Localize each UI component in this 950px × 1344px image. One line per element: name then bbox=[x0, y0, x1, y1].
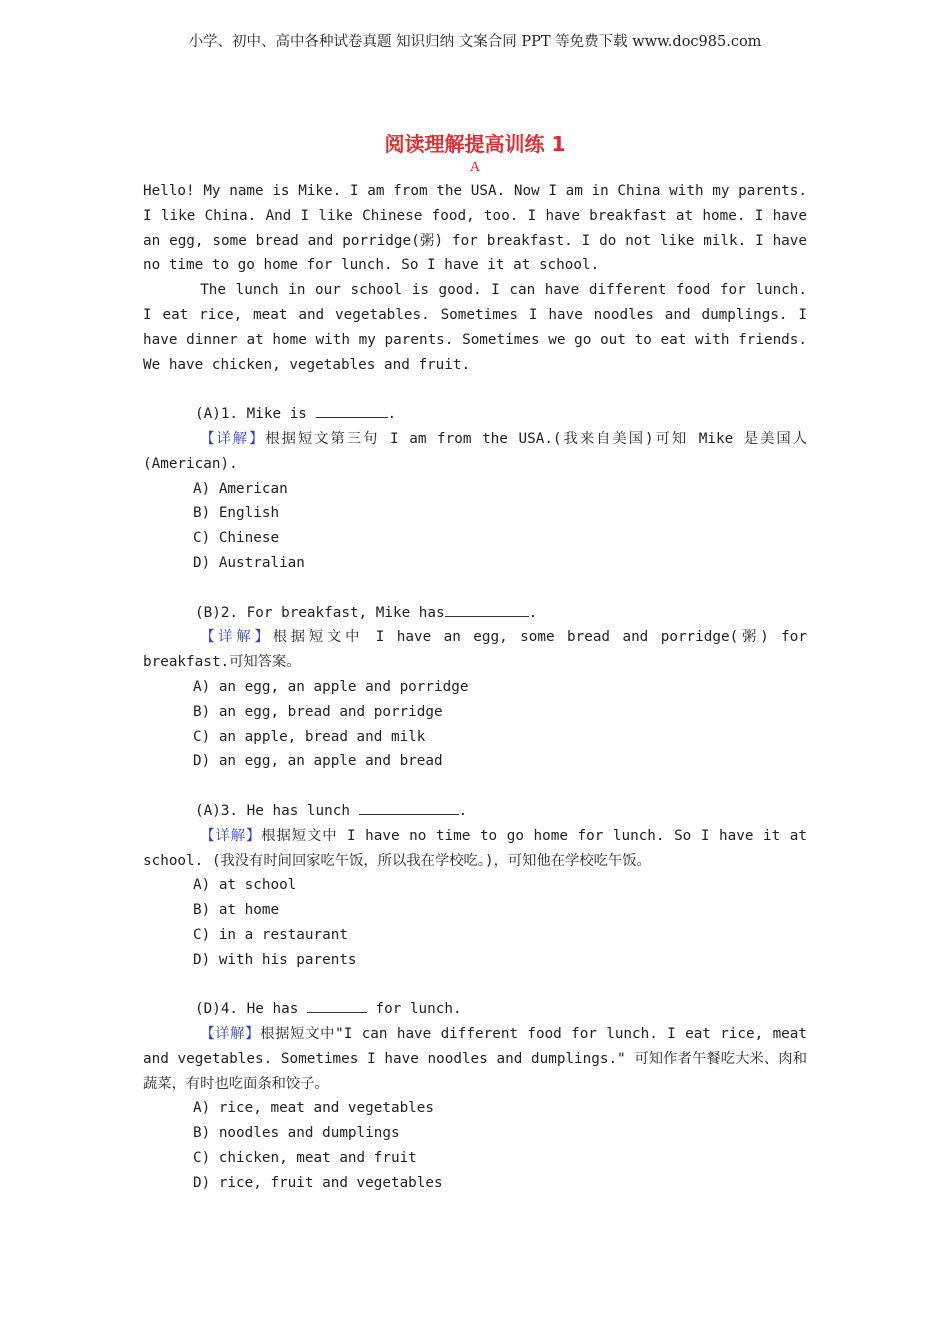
option-b: B) at home bbox=[193, 902, 280, 919]
answer-blank bbox=[307, 998, 367, 1013]
question-stem bbox=[143, 799, 807, 824]
explain-tag: 【详解】 bbox=[200, 827, 262, 844]
explanation bbox=[143, 427, 807, 477]
option-b: B) an egg, bread and porridge bbox=[193, 703, 443, 720]
option-a: A) rice, meat and vegetables bbox=[193, 1100, 435, 1117]
question-stem bbox=[143, 601, 807, 626]
answer-blank bbox=[316, 403, 388, 418]
option-d: D) Australian bbox=[193, 554, 305, 571]
question-2 bbox=[143, 601, 807, 775]
stem-text: 1. Mike is bbox=[220, 406, 307, 423]
option-c: C) Chinese bbox=[193, 530, 280, 547]
answer-key: (A) bbox=[195, 802, 221, 819]
stem-text: 3. He has lunch bbox=[220, 802, 350, 819]
option-c: C) in a restaurant bbox=[193, 926, 348, 943]
explanation-text: 根据短文中"I can have different food for lunch. I eat rice, meat and vegetables. Sometimes I have noodles and dumplings." 可知作者午餐吃大米、肉和蔬菜，有时也吃面条和饺子。 bbox=[143, 1026, 807, 1092]
stem-end: . bbox=[458, 802, 468, 819]
explanation-text: 根据短文中 I have an egg, some bread and porridge(粥) for breakfast.可知答案。 bbox=[143, 629, 808, 671]
question-4 bbox=[143, 997, 807, 1195]
passage-paragraph-2: The lunch in our school is good. I can have different food for lunch. I eat rice, meat and vegetables. Sometimes I have noodles and dumplings. I have dinner at home with my parents. Sometimes we go out to eat with friends. We have chicken, vegetables and fruit. bbox=[143, 282, 807, 373]
page-header: 小学、初中、高中各种试卷真题 知识归纳 文案合同 PPT 等免费下载 www.doc985.com bbox=[188, 34, 762, 50]
stem-end: . bbox=[528, 604, 538, 621]
stem-end: for lunch. bbox=[375, 1001, 462, 1018]
option-a: A) an egg, an apple and porridge bbox=[193, 678, 469, 695]
option-d: D) rice, fruit and vegetables bbox=[193, 1174, 443, 1191]
explain-tag: 【详解】 bbox=[200, 629, 273, 646]
option-c: C) chicken, meat and fruit bbox=[193, 1150, 417, 1167]
explain-tag: 【详解】 bbox=[200, 430, 266, 447]
explanation-text: 根据短文第三句 I am from the USA.(我来自美国)可知 Mike 是美国人(American). bbox=[143, 430, 807, 472]
option-c: C) an apple, bread and milk bbox=[193, 728, 426, 745]
explanation bbox=[143, 1022, 807, 1096]
stem-text: 4. He has bbox=[220, 1001, 299, 1018]
page-title: 阅读理解提高训练 1 bbox=[384, 132, 566, 156]
answer-key: (D) bbox=[195, 1001, 221, 1018]
question-3 bbox=[143, 799, 807, 973]
option-d: D) with his parents bbox=[193, 951, 357, 968]
explain-tag: 【详解】 bbox=[200, 1026, 261, 1043]
option-b: B) English bbox=[193, 505, 280, 522]
answer-blank bbox=[445, 602, 529, 617]
answer-blank bbox=[359, 800, 459, 815]
section-label: A bbox=[470, 160, 480, 175]
option-b: B) noodles and dumplings bbox=[193, 1125, 400, 1142]
question-stem bbox=[143, 402, 807, 427]
explanation bbox=[143, 824, 807, 874]
explanation bbox=[143, 625, 807, 675]
question-1 bbox=[143, 402, 807, 576]
answer-key: (A) bbox=[195, 406, 221, 423]
passage-paragraph-1: Hello! My name is Mike. I am from the USA. Now I am in China with my parents. I like China. And I like Chinese food, too. I have breakfast at home. I have an egg, some bread and porridge(粥) for breakfast. I do not like milk. I have no time to go home for lunch. So I have it at school. bbox=[143, 183, 807, 274]
stem-text: 2. For breakfast, Mike has bbox=[220, 604, 445, 621]
stem-end: . bbox=[387, 406, 397, 423]
option-d: D) an egg, an apple and bread bbox=[193, 753, 443, 770]
answer-key: (B) bbox=[195, 604, 221, 621]
option-a: A) American bbox=[193, 480, 288, 497]
explanation-text: 根据短文中 I have no time to go home for lunch. So I have it at school. (我没有时间回家吃午饭，所以我在学校吃。)，可知他在学校吃午饭。 bbox=[143, 827, 808, 869]
question-stem bbox=[143, 997, 807, 1022]
document-body bbox=[143, 179, 807, 1196]
option-a: A) at school bbox=[193, 877, 297, 894]
